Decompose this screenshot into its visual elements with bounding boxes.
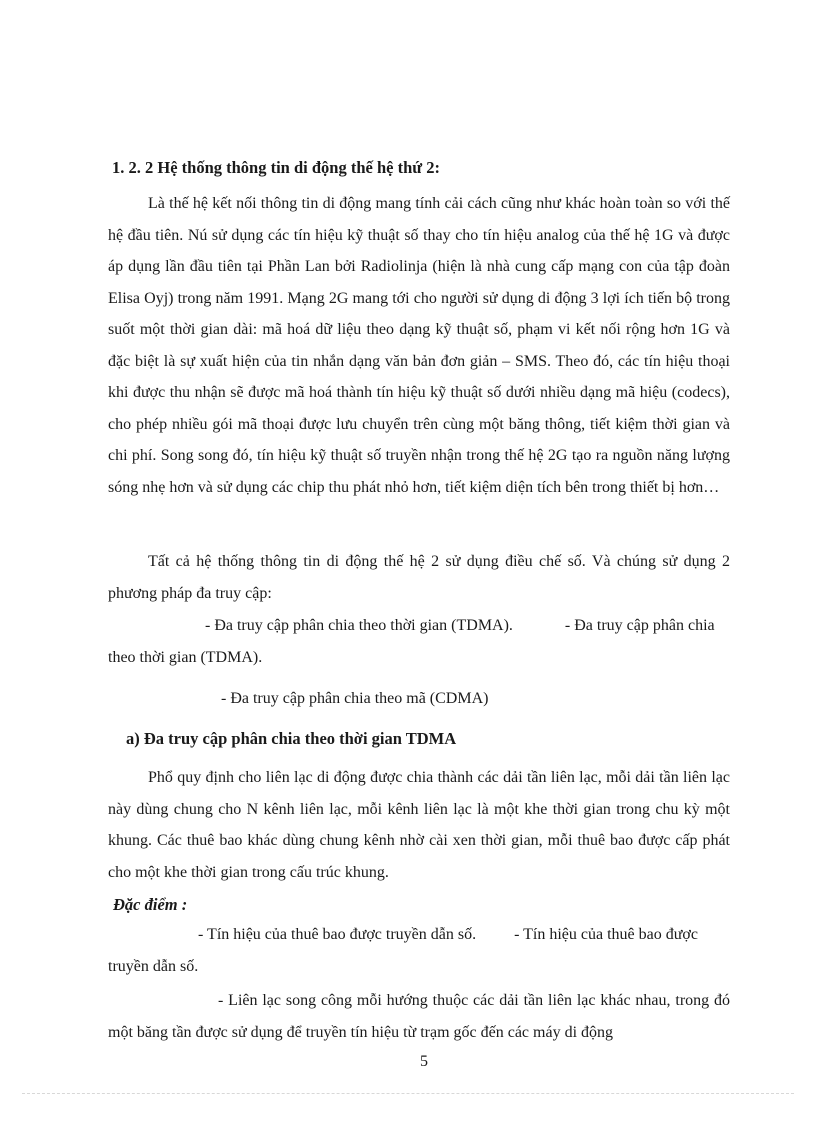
method-tdma-item-repeat: - Đa truy cập phân chia theo thời gian (TDMA). (108, 617, 715, 666)
page-bottom-divider (22, 1093, 794, 1094)
paragraph-2g-intro: Là thế hệ kết nối thông tin di động mang tính cải cách cũng như khác hoàn toàn so với thế hệ đầu tiên. Nú sử dụng các tín hiệu kỹ thuật số thay cho tín hiệu analog của thế hệ 1G và được áp dụng lần đầu tiên tại Phần Lan bởi Radiolinja (hiện là nhà cung cấp mạng con của tập đoàn Elisa Oyj) trong năm 1991. Mạng 2G mang tới cho người sử dụng di động 3 lợi ích tiến bộ trong suốt một thời gian dài: mã hoá dữ liệu theo dạng kỹ thuật số, phạm vi kết nối rộng hơn 1G và đặc biệt là sự xuất hiện của tin nhắn dạng văn bản đơn giản – SMS. Theo đó, các tín hiệu thoại khi được thu nhận sẽ được mã hoá thành tín hiệu kỹ thuật số dưới nhiều dạng mã hiệu (codecs), cho phép nhiều gói mã thoại được lưu chuyển trên cùng một băng thông, tiết kiệm thời gian và chi phí. Song song đó, tín hiệu kỹ thuật số truyền nhận trong thế hệ 2G tạo ra nguồn năng lượng sóng nhẹ hơn và sử dụng các chip thu phát nhỏ hơn, tiết kiệm diện tích bên trong thiết bị hơn… (108, 195, 730, 496)
feature-digital-item: - Tín hiệu của thuê bao được truyền dẫn số. (198, 926, 477, 943)
feature-digital-item-repeat: - Tín hiệu của thuê bao được truyền dẫn số. (108, 926, 698, 975)
feature-duplex-item: - Liên lạc song công mỗi hướng thuộc các dải tần liên lạc khác nhau, trong đó một băng tần được sử dụng để truyền tín hiệu từ trạm gốc đến các máy di động (108, 992, 730, 1041)
tdma-subheading: a) Đa truy cập phân chia theo thời gian TDMA (126, 729, 457, 748)
paragraph-tdma: Phổ quy định cho liên lạc di động được chia thành các dải tần liên lạc, mỗi dải tần liên lạc này dùng chung cho N kênh liên lạc, mỗi kênh liên lạc là một khe thời gian trong chu kỳ một khung. Các thuê bao khác dùng chung kênh nhờ cài xen thời gian, mỗi thuê bao được cấp phát cho một khe thời gian trong cấu trúc khung. (108, 769, 730, 881)
features-heading: Đặc điểm : (113, 895, 188, 914)
paragraph-modulation: Tất cả hệ thống thông tin di động thế hệ 2 sử dụng điều chế số. Và chúng sử dụng 2 phương pháp đa truy cập: (108, 553, 730, 602)
feature-digital-line (108, 919, 730, 982)
section-heading: 1. 2. 2 Hệ thống thông tin di động thế hệ thứ 2: (112, 158, 441, 177)
method-tdma-item: - Đa truy cập phân chia theo thời gian (TDMA). (205, 617, 513, 634)
method-cdma-item: - Đa truy cập phân chia theo mã (CDMA) (221, 690, 489, 707)
page-number: 5 (420, 1053, 428, 1070)
method-tdma-line (108, 610, 730, 673)
